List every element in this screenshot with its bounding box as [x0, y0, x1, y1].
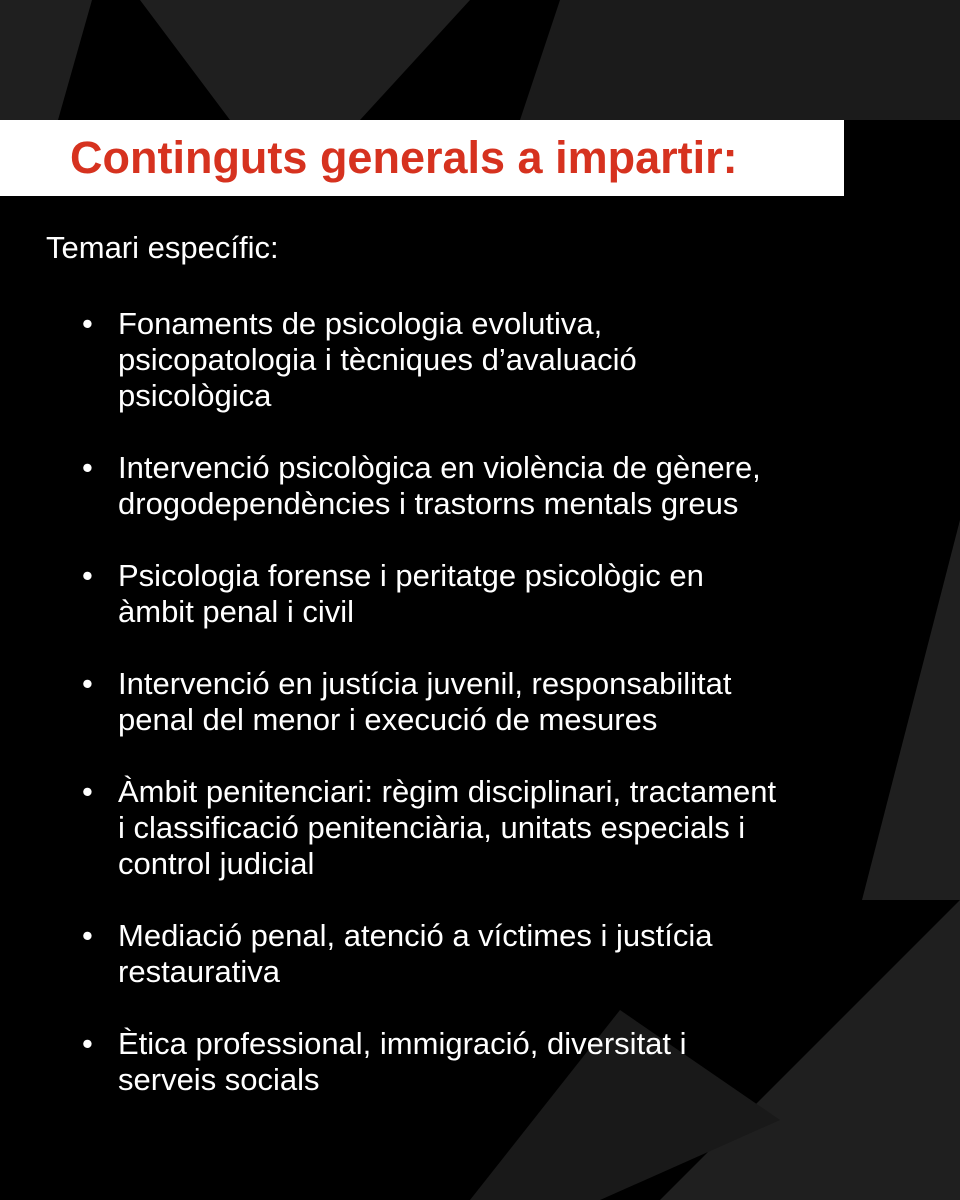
title-banner — [0, 120, 844, 196]
section-subtitle: Temari específic: — [46, 230, 279, 265]
list-item-text: Psicologia forense i peritatge psicològic en àmbit penal i civil — [118, 558, 704, 629]
bullet-icon: • — [82, 1026, 93, 1061]
bullet-icon: • — [82, 306, 93, 341]
decor-shape-top-left — [0, 0, 92, 120]
bullet-icon: • — [82, 558, 93, 593]
bullet-icon: • — [82, 666, 93, 701]
decor-shape-right-mid — [862, 520, 960, 900]
list-item-text: Fonaments de psicologia evolutiva, psicopatologia i tècniques d’avaluació psicològica — [118, 306, 637, 413]
list-item-text: Àmbit penitenciari: règim disciplinari, tractament i classificació penitenciària, unitats especials i control judicial — [118, 774, 777, 881]
bullet-icon: • — [82, 918, 93, 953]
decor-shape-top-right — [520, 0, 960, 120]
list-item-text: Ètica professional, immigració, diversitat i serveis socials — [118, 1026, 687, 1097]
page-title: Continguts generals a impartir: — [70, 132, 738, 183]
list-item-text: Intervenció psicològica en violència de gènere, drogodependències i trastorns mentals greus — [118, 450, 761, 521]
list-item-text: Mediació penal, atenció a víctimes i justícia restaurativa — [118, 918, 713, 989]
bullet-icon: • — [82, 450, 93, 485]
bullet-icon: • — [82, 774, 93, 809]
decor-shape-top-band — [140, 0, 470, 120]
list-item-text: Intervenció en justícia juvenil, responsabilitat penal del menor i execució de mesures — [118, 666, 732, 737]
